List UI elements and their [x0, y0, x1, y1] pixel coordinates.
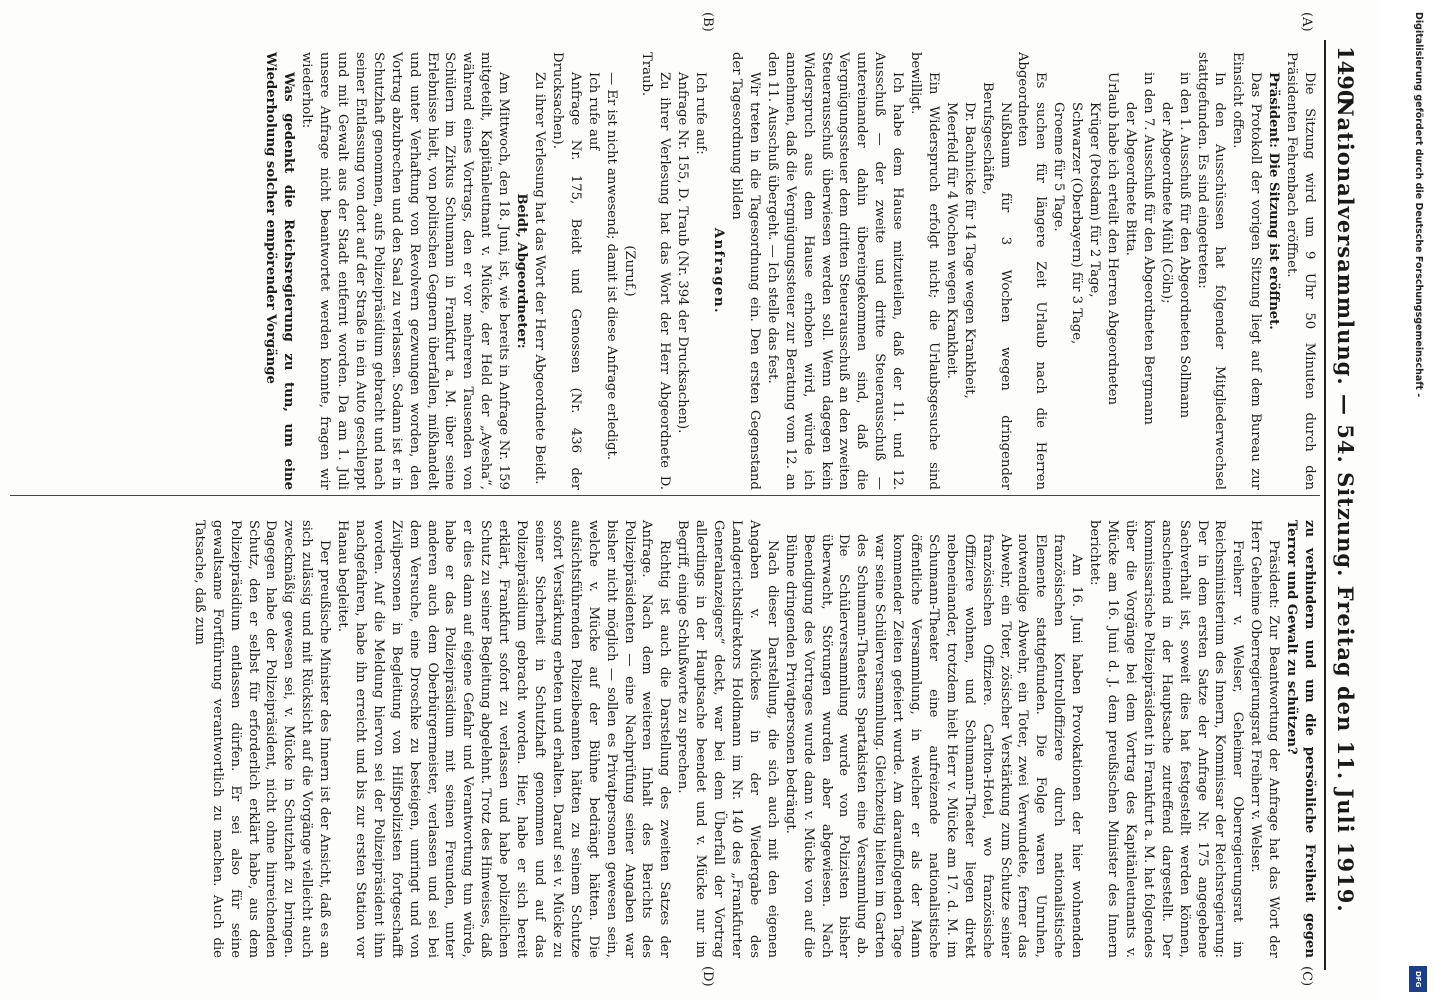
paragraph: Richtig ist auch die Darstellung des zweiten Satzes der Anfrage. Nach dem weiteren Inhalt des Berichts des Polizeipräsidenten — eine Nachprüfung seiner Angaben war bisher nicht möglich — sollen es Privatpersonen gewesen sein, welche v. Mücke auf der Bühne bedrängt hätten. Die aufsichtsführenden Polizeibeamten hätten zu seinem Schutze sofort Verstärkung erbeten und erhalten. Darauf sei v. Mücke zu seiner Sicherheit in Schutzhaft genommen und auf das Polizeipräsidium gebracht worden. Hier, habe er sich bereit erklärt, Frankfurt sofort zu verlassen und habe polizeilichen Schutz zu seiner Begleitung abgelehnt. Trotz des Hinweises, daß er dies dann auf eigene Gefahr und Verantwortung tun würde, habe er das Polizeipräsidium mit seinen Freunden, unter anderen auch dem Oberbürgermeister, verlassen und sei bei dem Versuche, eine Droschke zu besteigen, umringt und von Zivilpersonen in Begleitung von Hilfspolizisten fortgeschafft worden. Auf die Meldung hiervon sei der Polizeipräsident ihm nachgefahren, habe ihn erreicht und bis zur ersten Station vor Hanau begleitet. — [335, 520, 673, 958]
margin-marker-d: (D) — [700, 966, 715, 987]
paragraph: Meerfeld für 4 Wochen wegen Krankheit. — [943, 102, 959, 379]
margin-marker-b: (B) — [700, 12, 715, 32]
paragraph: Was gedenkt die Reichsregierung zu tun, um eine Wiederholung solcher empörender Vorgänge — [263, 52, 297, 490]
paragraph: Nach dieser Darstellung, die sich auch mit den eigenen Angaben v. Mückes in der Wiedergabe des Landgerichtsdirektors Holdmann im Nr. 140 des „Frankfurter Generalanzeigers“ deckt, war bei dem Überfall der Vortrag allerdings in der Hauptsache beendet und v. Mücke nur im Begriff, einige Schlußworte zu sprechen. — [675, 520, 780, 958]
paragraph: Schwarzer (Oberbayern) für 3 Tage, — [1069, 102, 1085, 345]
paragraph: Die Sitzung wird um 9 Uhr 50 Minuten durch den Präsidenten Fehrenbach eröffnet. — [1284, 52, 1317, 490]
paragraph: Ich rufe auf: — [693, 72, 709, 155]
paragraph: Nußbaum für 3 Wochen wegen dringender Berufsgeschäfte, — [979, 82, 1013, 490]
funding-credit: Digitalisierung gefördert durch die Deutsche Forschungsgemeinschaft - — [1413, 12, 1424, 398]
page-header — [1324, 40, 1366, 970]
paragraph: Das Protokoll der vorigen Sitzung liegt auf dem Bureau zur Einsicht offen. — [1230, 52, 1264, 490]
paragraph: Am 16. Juni haben Provokationen der hier wohnenden französischen Kontrolloffiziere durch nationalistische Elemente stattgefunden. Die Folge waren Unruhen, notwendige Abwehr, ein Toter, zwei Verwundete, ferner das Abwehr, ein Toter, zösischer Verstärkung zum Schutze seiner französischen Offiziere. Carlton-Hotel, wo französische Offiziere wohnen, und Schumann-Theater liegen direkt nebeneinander, trotzdem hielt Herr v. Mücke am 17. d. M. im Schumann-Theater eine aufreizende nationalistische öffentliche Versammlung, in welcher er als der Mann kommender Zeiten gefeiert wurde. Am darauffolgenden Tage war seine Schülerversammlung. Gleichzeitig hielten im Garten des Schumann-Theaters Spartakisten eine Versammlung ab. Die Schülerversammlung wurde von Polizisten bisher überwacht, Störungen wurden aber abgewiesen. Nach Beendigung des Vortrages wurde dann v. Mücke von auf die Bühne dringenden Privatpersonen bedrängt. — [782, 534, 1085, 958]
paragraph: zu verhindern und um die persönliche Freiheit gegen Terror und Gewalt zu schützen? — [1284, 520, 1317, 958]
paragraph: Anfrage Nr. 155, D. Traub (Nr. 394 der Drucksachen). — [675, 72, 691, 434]
speaker-line: Beidt, Abgeordneter: — [514, 193, 530, 349]
page-number: 1490 — [1333, 46, 1358, 105]
paragraph: Am Mittwoch, den 18. Juni, ist, wie bereits in Anfrage Nr. 159 mitgeteilt, Kapitänleutnant v. Mücke, der Held der „Ayesha“, während eines Vortrags, den er vor mehreren Tausenden von Schülern im Zirkus Schumann in Frankfurt a. M. über seine Erlebnisse hielt, von politischen Gegnern überfallen, mißhandelt und unter Verhaftung von Revolvern gezwungen worden, den Vortrag abzubrechen und den Saal zu verlassen. Sodann ist er in Schutzhaft genommen, aufs Polizeipräsidium gebracht und nach seiner Entlassung von dort auf der Straße in ein Auto geschleppt und mit Gewalt aus der Stadt entfernt worden. Da am 1. Juli unsere Anfrage nicht beantwortet werden konnte, fragen wir wiederholt: — [299, 52, 512, 490]
paragraph: Der preußische Minister des Innern ist der Ansicht, daß es an sich zulässig und mit Rücksicht auf die Vorgänge vielleicht auch zweckmäßig gewesen sei, v. Mücke in Schutzhaft zu bringen. Dagegen habe der Polizeipräsident, nicht ohne hinreichenden Schutz, den er selbst für erforderlich erklärt habe, aus dem Polizeipräsidium entlassen dürfen. Er sei also für seine gewaltsame Fortführung verantwortlich zu machen. Auch die Tatsache, daß zum — [191, 520, 333, 958]
margin-marker-a: (A) — [1299, 12, 1314, 32]
right-column — [190, 520, 1318, 958]
paragraph: Zu ihrer Verlesung hat das Wort der Herr Abgeordnete Beidt. — [532, 72, 548, 485]
paragraph: Es suchen für längere Zeit Urlaub nach die Herren Abgeordneten — [1015, 52, 1049, 490]
interjection: (Zuruf.) — [621, 245, 637, 297]
paragraph: Krüger (Potsdam) für 2 Tage, — [1087, 102, 1103, 298]
paragraph: in den 7. Ausschuß für den Abgeordneten Bergmann — [1140, 72, 1156, 425]
paragraph: Präsident: Die Sitzung ist eröffnet. — [1266, 72, 1282, 330]
paragraph: Ich habe dem Hause mitzuteilen, daß der 11. und 12. Ausschuß — der zweite und dritte Steuerausschuß — untereinander dahin übereingekommen sind, daß die Vergnügungssteuer dem dritten Steuerausschuß an den zweiten Steuerausschuß überwiesen werden soll. Wenn dagegen kein Widerspruch aus dem Hause erhoben wird, würde ich annehmen, daß die Vergnügungssteuer zur Beratung vom 12. an den 11. Ausschuß übergeht. — Ich stelle das fest. — [764, 52, 906, 490]
paragraph: der Abgeordnete Mühl (Cöln); — [1158, 102, 1174, 304]
left-column — [262, 52, 1318, 490]
column-divider — [10, 495, 1320, 496]
section-heading: Anfragen. — [711, 227, 727, 315]
paragraph: Zu ihrer Verlesung hat das Wort der Herr Abgeordnete D. Traub. — [639, 52, 673, 490]
paragraph: In den Ausschüssen hat folgender Mitgliederwechsel stattgefunden. Es sind eingetreten: — [1194, 52, 1228, 490]
paragraph: Ein Widerspruch erfolgt nicht; die Urlaubsgesuche sind bewilligt. — [908, 52, 941, 490]
paragraph: Freiherr v. Welser, Geheimer Oberregierungsrat im Reichsministerium des Innern, Kommissar der Reichsregierung: Der in dem ersten Satze der Anfrage Nr. 175 angegebene Sachverhalt ist, soweit dies hat festgestellt werden können, anscheinend in der Hauptsache zutreffend dargestellt. Der kommissarische Polizeipräsident in Frankfurt a. M. hat folgendes über die Vorgänge bei dem Vortrag des Kapitänleutnants v. Mücke am 16. Juni d. J. dem preußischen Minister des Innern berichtet: — [1087, 520, 1246, 958]
paragraph: Groeme für 5 Tage. — [1051, 102, 1067, 232]
margin-marker-c: (C) — [1299, 966, 1314, 987]
digitization-footer — [1404, 0, 1434, 1000]
paragraph: Anfrage Nr. 175, Beidt und Genossen (Nr. 436 der Drucksachen). — [549, 52, 583, 490]
paragraph: Urlaub habe ich erteilt den Herren Abgeordneten — [1105, 72, 1121, 405]
paragraph: Dr. Bachnicke für 14 Tage wegen Krankheit, — [961, 102, 977, 399]
dfg-logo-icon: DFG — [1409, 966, 1427, 992]
paragraph: — Er ist nicht anwesend; damit ist diese Anfrage erledigt. — [603, 72, 619, 461]
page-title: Nationalversammlung. — 54. Sitzung. Freitag den 11. Juli 1919. — [1333, 97, 1358, 913]
paragraph: der Abgeordnete Bitta. — [1122, 102, 1138, 256]
paragraph: Präsident: Zur Beantwortung der Anfrage hat das Wort der Herr Geheime Oberregierungsrat Freiherr v. Welser. — [1248, 520, 1282, 958]
paragraph: Ich rufe auf — [585, 72, 601, 151]
paragraph: Wir treten in die Tagesordnung ein. Den ersten Gegenstand der Tagesordnung bilden — [729, 52, 762, 490]
paragraph: in den 1. Ausschuß für den Abgeordneten Sollmann — [1176, 72, 1192, 419]
